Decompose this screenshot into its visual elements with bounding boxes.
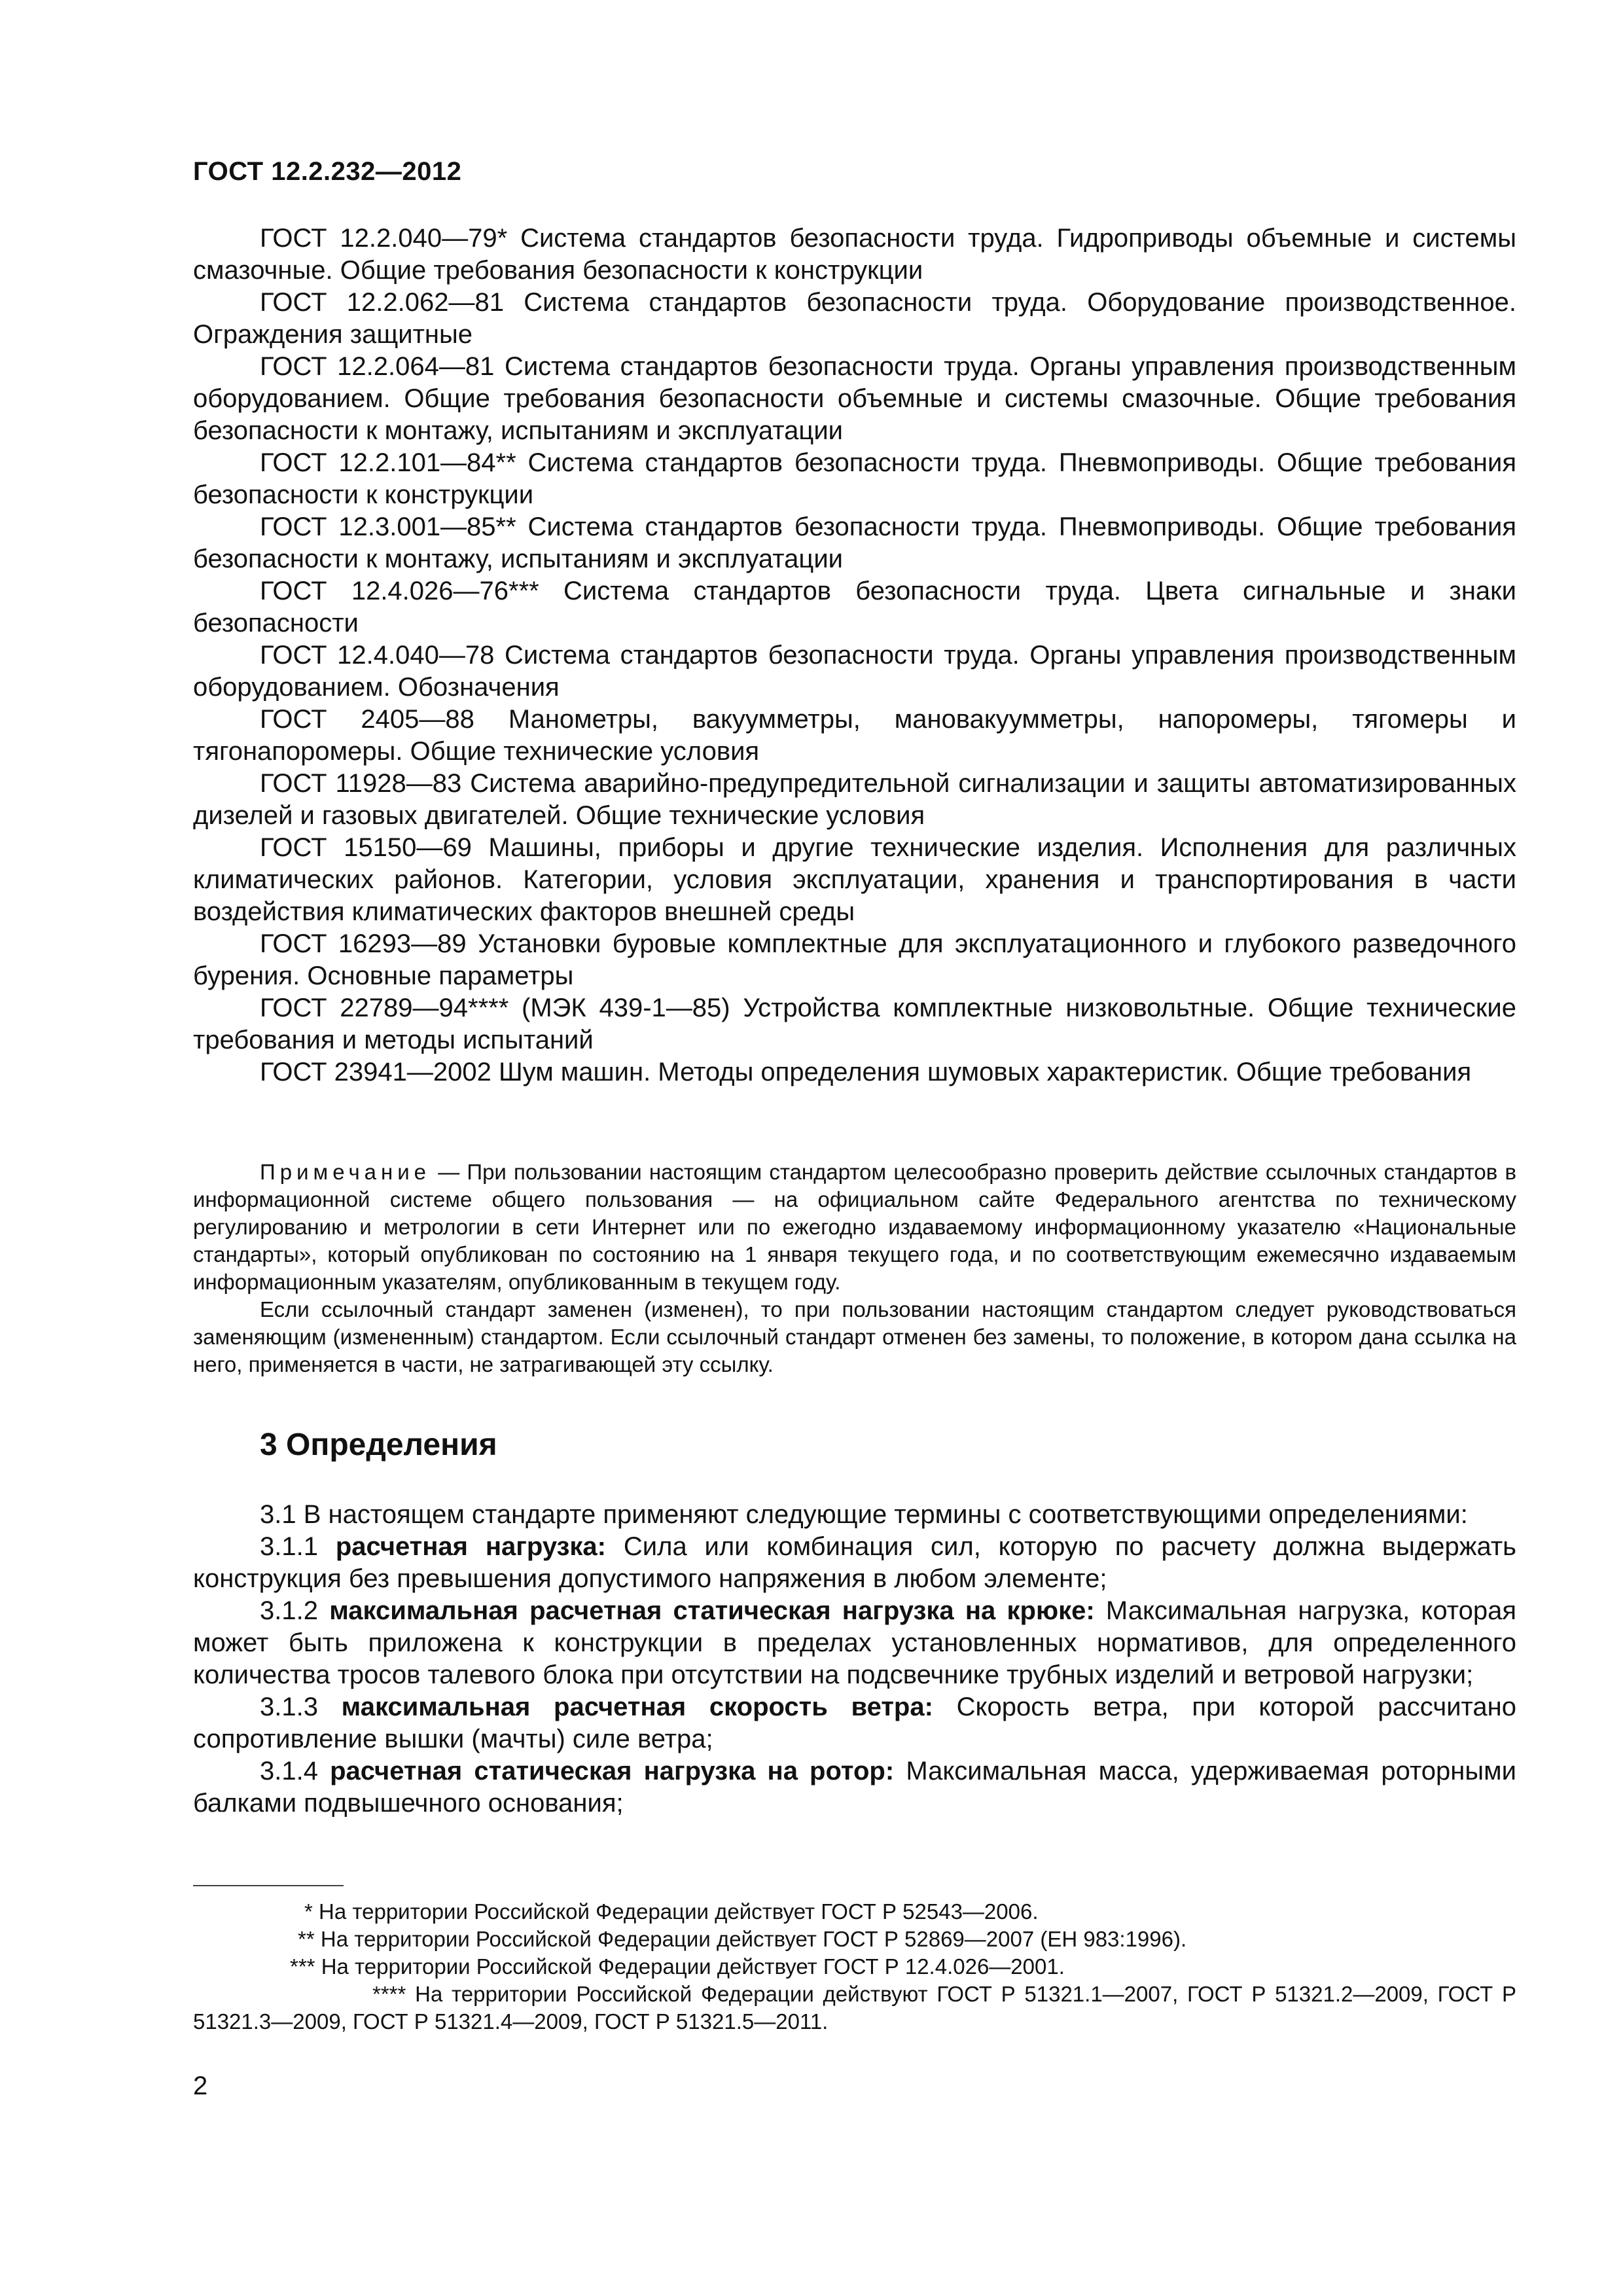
reference-item bbox=[193, 832, 1516, 928]
definition-term: максимальная расчетная статическая нагрузка на крюке: bbox=[329, 1596, 1095, 1625]
footnote-item bbox=[193, 1981, 1516, 2036]
reference-item bbox=[193, 768, 1516, 832]
reference-code: ГОСТ 16293—89 bbox=[260, 929, 467, 958]
reference-text: Шум машин. Методы определения шумовых характеристик. Общие требования bbox=[498, 1058, 1472, 1086]
reference-code: ГОСТ 15150—69 bbox=[260, 833, 472, 862]
footnote-text: На территории Российской Федерации действуют ГОСТ Р 51321.1—2007, ГОСТ Р 51321.2—2009, ГОСТ Р 51321.3—2009, ГОСТ Р 51321.4—2009, ГОСТ Р 51321.5—2011. bbox=[193, 1982, 1516, 2034]
definition-text: Скорость ветра, при которой рассчитано сопротивление вышки (мачты) силе ветра; bbox=[193, 1693, 1516, 1753]
reference-text: Устройства комплектные низковольтные. Общие технические требования и методы испытаний bbox=[193, 994, 1516, 1054]
definition-item bbox=[193, 1595, 1516, 1691]
definitions-list bbox=[193, 1499, 1516, 1820]
definition-item bbox=[193, 1755, 1516, 1820]
footnote-marker: * bbox=[304, 1899, 313, 1924]
document-header-code: ГОСТ 12.2.232—2012 bbox=[193, 157, 462, 186]
reference-item bbox=[193, 223, 1516, 287]
footnote-text: На территории Российской Федерации действует ГОСТ Р 52869—2007 (ЕН 983:1996). bbox=[320, 1927, 1187, 1951]
reference-code: ГОСТ 23941—2002 bbox=[260, 1058, 491, 1086]
reference-item bbox=[193, 639, 1516, 704]
definition-text: Сила или комбинация сил, которую по расчету должна выдержать конструкция без превышения допустимого напряжения в любом элементе; bbox=[193, 1532, 1517, 1593]
footnote-marker: *** bbox=[290, 1954, 315, 1979]
reference-item bbox=[193, 704, 1516, 768]
definition-term: максимальная расчетная скорость ветра: bbox=[341, 1693, 933, 1721]
footnote-item bbox=[193, 1953, 1516, 1981]
reference-item bbox=[193, 351, 1516, 447]
reference-text: Система стандартов безопасности труда. Пневмоприводы. Общие требования безопасности к монтажу, испытаниям и эксплуатации bbox=[193, 512, 1516, 573]
definition-term: расчетная нагрузка: bbox=[335, 1532, 607, 1561]
footnote-separator bbox=[193, 1885, 344, 1886]
footnote-item bbox=[193, 1898, 1516, 1926]
definition-number: 3.1.4 bbox=[260, 1757, 318, 1785]
reference-code: ГОСТ 2405—88 bbox=[260, 705, 474, 734]
note-text: При пользовании настоящим стандартом целесообразно проверить действие ссылочных стандартов в информационной системе общего пользования — на официальном сайте Федерального агентства по техническому регулированию и метрологии в сети Интернет или по ежегодно издаваемому информационному указателю «Национальные стандарты», который опубликован по состоянию на 1 января текущего года, и по соответствующим ежемесячно издаваемым информационным указателям, опубликованным в текущем году. bbox=[193, 1160, 1517, 1294]
reference-text: Система стандартов безопасности труда. Цвета сигнальные и знаки безопасности bbox=[193, 577, 1516, 637]
reference-item bbox=[193, 511, 1516, 575]
reference-text: Система аварийно-предупредительной сигнализации и защиты автоматизированных дизелей и газовых двигателей. Общие технические условия bbox=[193, 769, 1516, 830]
definitions-intro: 3.1 В настоящем стандарте применяют следующие термины с соответствующими определениями: bbox=[260, 1500, 1468, 1529]
reference-code: ГОСТ 12.2.040—79* bbox=[260, 224, 508, 253]
note-block bbox=[193, 1158, 1516, 1378]
reference-code: ГОСТ 12.2.101—84** bbox=[260, 448, 516, 477]
reference-code: ГОСТ 12.4.026—76*** bbox=[260, 577, 539, 605]
page-number: 2 bbox=[193, 2072, 208, 2100]
reference-code: ГОСТ 11928—83 bbox=[260, 769, 462, 798]
reference-code: ГОСТ 12.2.064—81 bbox=[260, 352, 495, 381]
footnotes-list bbox=[193, 1898, 1516, 2036]
reference-text: Система стандартов безопасности труда. Гидроприводы объемные и системы смазочные. Общие требования безопасности к конструкции bbox=[193, 224, 1516, 285]
footnote-text: На территории Российской Федерации действует ГОСТ Р 52543—2006. bbox=[319, 1899, 1039, 1924]
reference-code: ГОСТ 12.3.001—85** bbox=[260, 512, 516, 541]
reference-text: Машины, приборы и другие технические изделия. Исполнения для различных климатических районов. Категории, условия эксплуатации, хранения и транспортирования в части воздействия климатических факторов внешней среды bbox=[193, 833, 1517, 926]
note-paragraph bbox=[193, 1158, 1516, 1296]
note-dash: — bbox=[438, 1160, 460, 1184]
footnote-marker: **** bbox=[372, 1982, 406, 2006]
reference-text: Установки буровые комплектные для эксплуатационного и глубокого разведочного бурения. Основные параметры bbox=[193, 929, 1516, 990]
normative-references-list bbox=[193, 223, 1516, 1088]
note-label: Примечание bbox=[260, 1160, 431, 1184]
definition-text: Максимальная масса, удерживаемая роторными балками подвышечного основания; bbox=[193, 1757, 1516, 1818]
reference-item bbox=[193, 992, 1516, 1056]
section-title: 3 Определения bbox=[260, 1427, 497, 1462]
footnote-text: На территории Российской Федерации действует ГОСТ Р 12.4.026—2001. bbox=[321, 1954, 1065, 1979]
footnote-marker: ** bbox=[298, 1927, 315, 1951]
reference-item bbox=[193, 287, 1516, 351]
note-paragraph: Если ссылочный стандарт заменен (изменен), то при пользовании настоящим стандартом следует руководствоваться заменяющим (измененным) стандартом. Если ссылочный стандарт отменен без замены, то положение, в котором дана ссылка на него, применяется в части, не затрагивающей эту ссылку. bbox=[193, 1297, 1516, 1376]
reference-text: Система стандартов безопасности труда. Органы управления производственным оборудованием. Общие требования безопасности объемные и системы смазочные. Общие требования безопасности к монтажу, испытаниям и эксплуатации bbox=[193, 352, 1516, 445]
reference-text: Система стандартов безопасности труда. Оборудование производственное. Ограждения защитные bbox=[193, 288, 1516, 349]
footnote-item bbox=[193, 1926, 1516, 1953]
reference-code: ГОСТ 12.4.040—78 bbox=[260, 641, 495, 670]
reference-item bbox=[193, 447, 1516, 511]
definition-term: расчетная статическая нагрузка на ротор: bbox=[330, 1757, 895, 1785]
reference-item bbox=[193, 575, 1516, 639]
definition-number: 3.1.3 bbox=[260, 1693, 318, 1721]
reference-text: Манометры, вакуумметры, мановакуумметры, напоромеры, тягомеры и тягонапоромеры. Общие технические условия bbox=[193, 705, 1517, 766]
reference-text: Система стандартов безопасности труда. Органы управления производственным оборудованием. Обозначения bbox=[193, 641, 1516, 702]
definition-item bbox=[193, 1531, 1516, 1595]
definition-item bbox=[193, 1691, 1516, 1755]
reference-code: ГОСТ 22789—94**** (МЭК 439-1—85) bbox=[260, 994, 730, 1022]
reference-item bbox=[193, 928, 1516, 992]
definition-number: 3.1.1 bbox=[260, 1532, 318, 1561]
definition-number: 3.1.2 bbox=[260, 1596, 318, 1625]
definition-text: Максимальная нагрузка, которая может быть приложена к конструкции в пределах установленных нормативов, для определенного количества тросов талевого блока при отсутствии на подсвечнике трубных изделий и ветровой нагрузки; bbox=[193, 1596, 1516, 1689]
reference-text: Система стандартов безопасности труда. Пневмоприводы. Общие требования безопасности к конструкции bbox=[193, 448, 1516, 509]
reference-item bbox=[193, 1056, 1516, 1088]
reference-code: ГОСТ 12.2.062—81 bbox=[260, 288, 504, 317]
